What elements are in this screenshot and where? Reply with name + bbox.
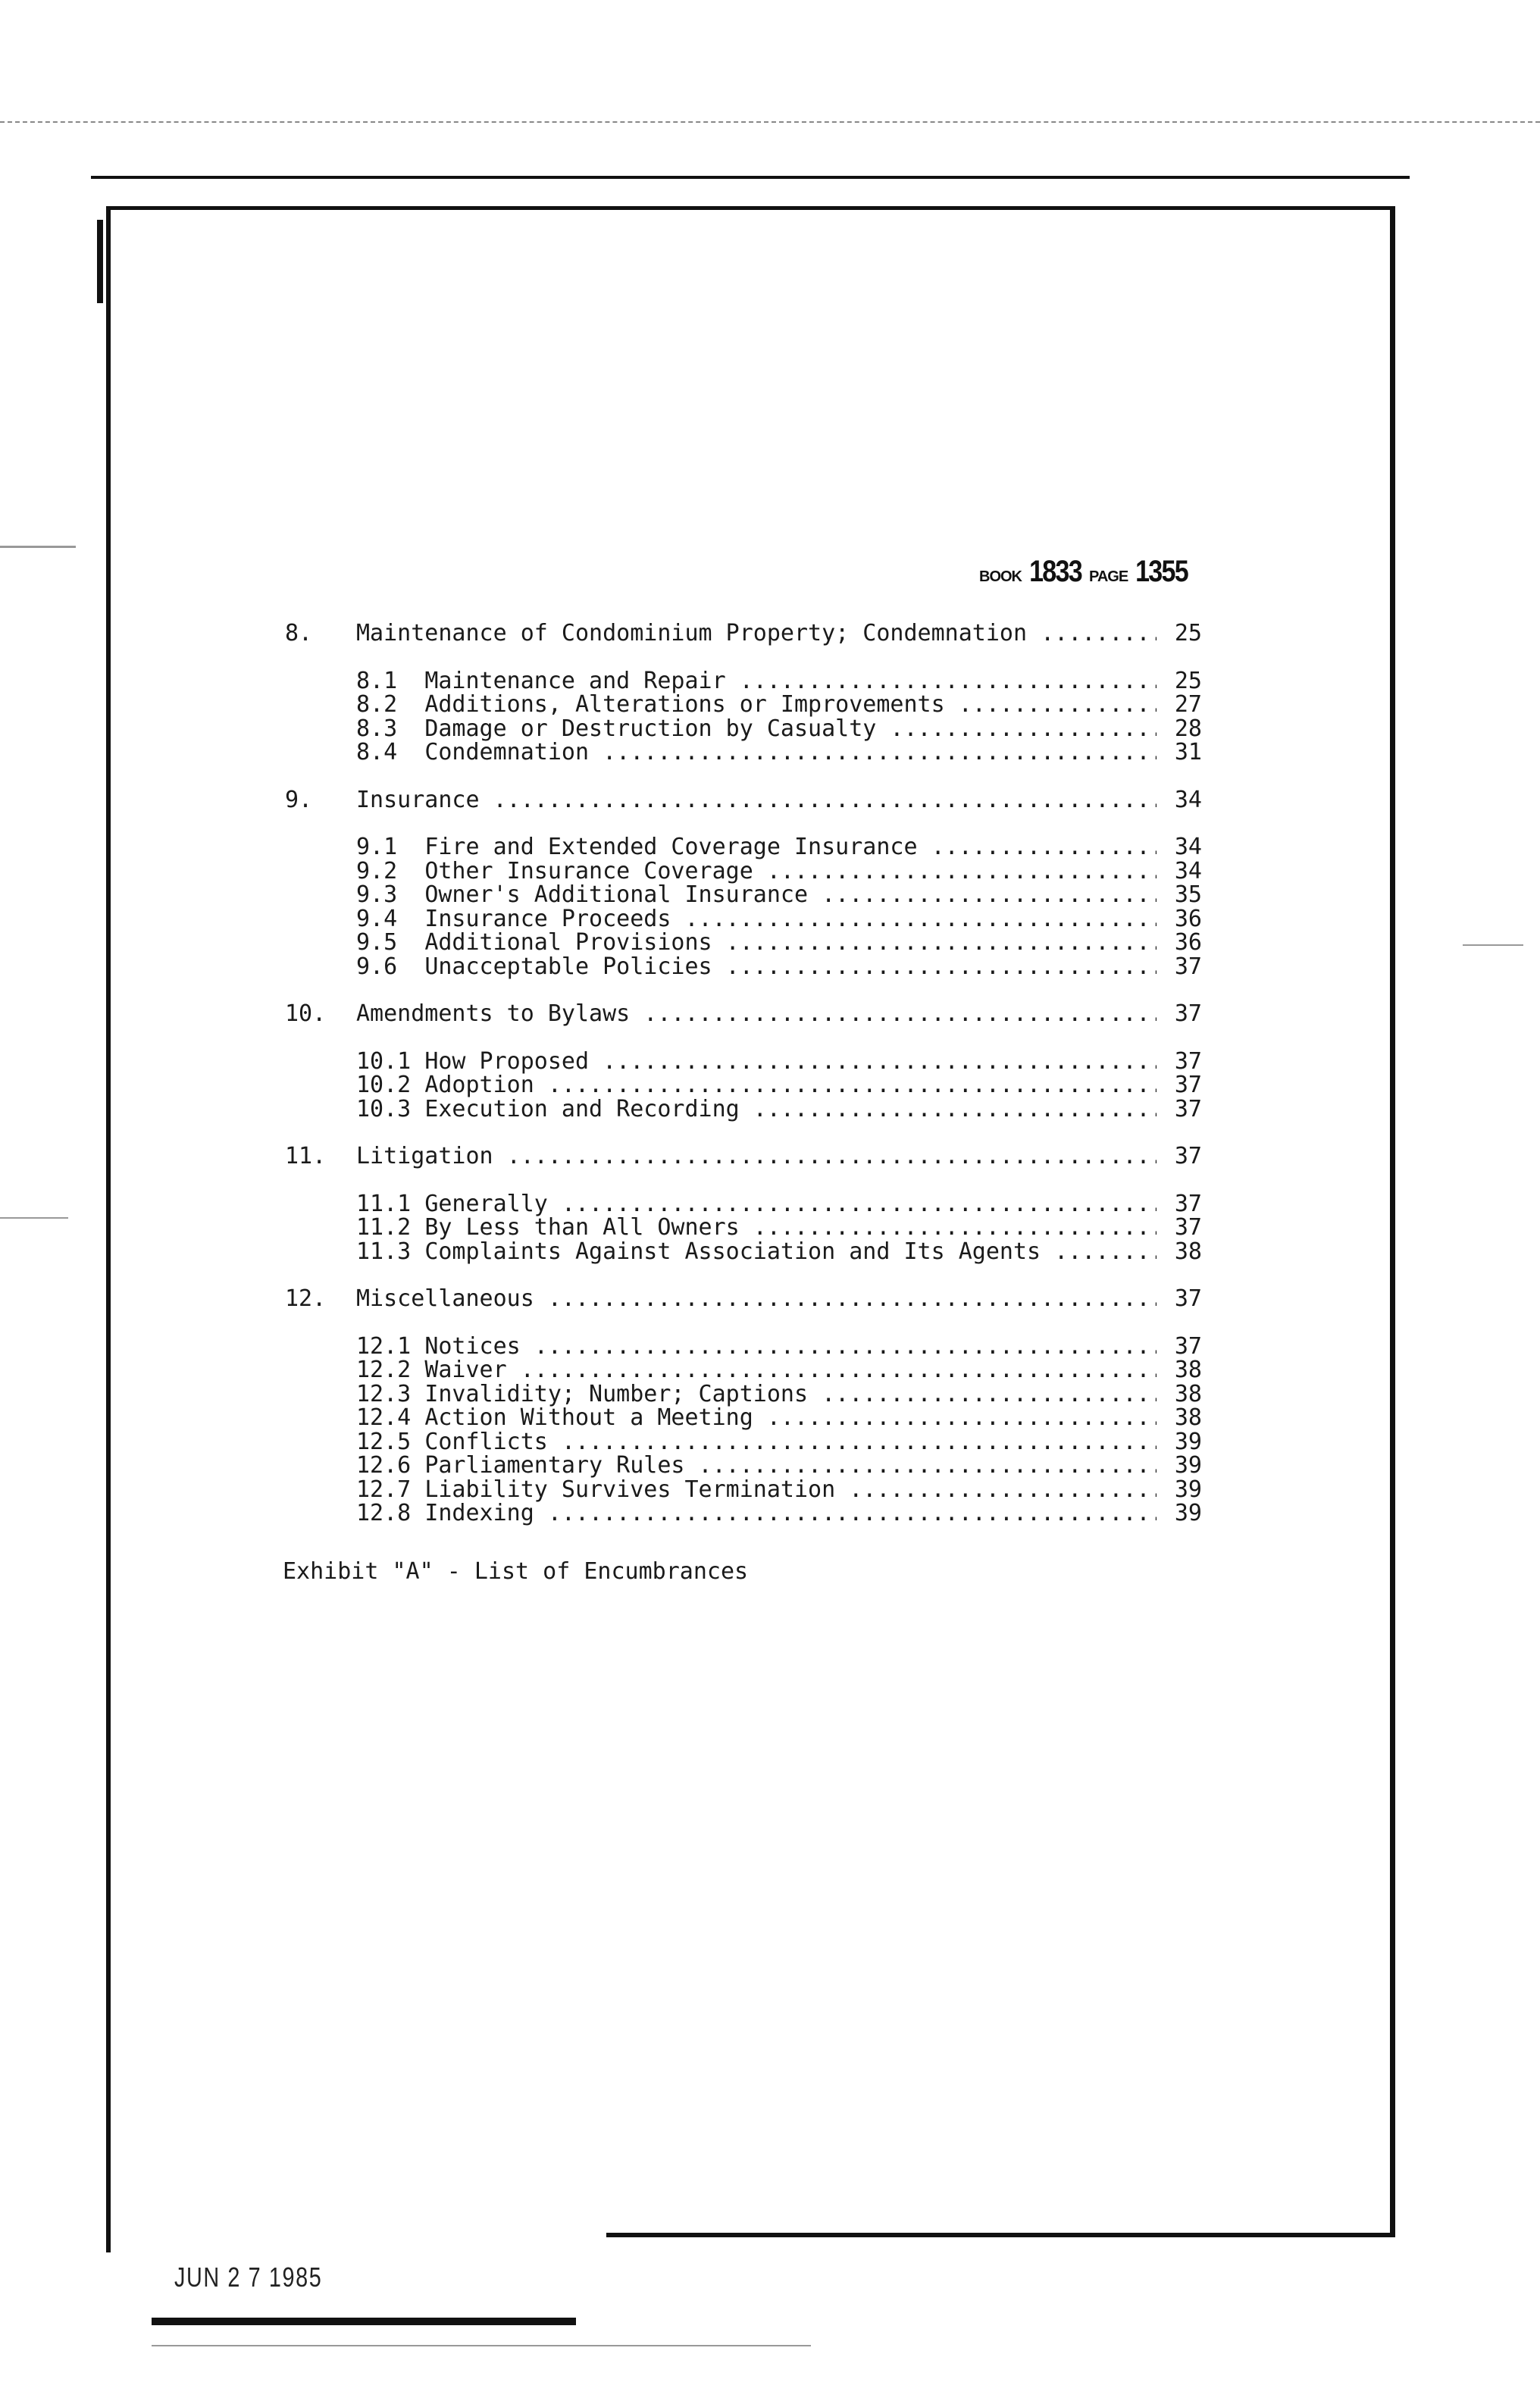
dot-leader [548, 1287, 1157, 1311]
toc-subsection-row [285, 955, 1202, 979]
dot-leader [753, 1216, 1157, 1240]
dot-leader [822, 883, 1157, 907]
subsection-number: 12.1 [356, 1332, 425, 1360]
section-number: 11. [285, 1143, 327, 1169]
toc-section-row [285, 788, 1202, 812]
left-edge-mark [97, 220, 103, 303]
indent [285, 907, 356, 931]
dot-leader [684, 907, 1157, 931]
subsection-number: 12.4 [356, 1404, 425, 1431]
section-spacer [285, 1263, 1202, 1287]
toc-subsection-row [285, 931, 1202, 955]
indent [285, 1430, 356, 1454]
subsection-page: 37 [1174, 1332, 1202, 1360]
subsection-number: 8.4 [356, 739, 425, 765]
indent [285, 1050, 356, 1074]
margin-mark-left-2 [0, 1217, 68, 1219]
toc-subsection-row [285, 1047, 1202, 1075]
toc-subsection-row [285, 1406, 1202, 1430]
right-border-line [1390, 206, 1395, 2237]
indent [285, 1501, 356, 1526]
subsection-number: 11.2 [356, 1214, 425, 1241]
toc-subsection-row [285, 907, 1202, 931]
section-number: 8. [285, 620, 313, 646]
toc-section-row [285, 621, 1202, 646]
section-title: Insurance [356, 786, 493, 813]
subsection-title: Liability Survives Termination [424, 1476, 850, 1503]
subsection-page: 34 [1174, 834, 1202, 860]
section-spacer [285, 1121, 1202, 1144]
toc-subsection-row [285, 693, 1202, 717]
subsection-title: Conflicts [424, 1428, 562, 1455]
subsection-number: 11.1 [356, 1190, 425, 1217]
subsection-page: 38 [1174, 1238, 1202, 1265]
section-title: Litigation [356, 1143, 507, 1169]
subsection-page: 37 [1174, 1095, 1202, 1122]
subsection-page: 39 [1174, 1452, 1202, 1479]
section-title: Amendments to Bylaws [356, 1000, 644, 1027]
indent [285, 883, 356, 907]
subsection-page: 34 [1174, 857, 1202, 884]
dot-leader [959, 693, 1157, 717]
indent [285, 955, 356, 979]
left-border-line [106, 206, 111, 2252]
subsection-title: Damage or Destruction by Casualty [424, 715, 891, 742]
toc-subsection-row [285, 669, 1202, 693]
indent [285, 1240, 356, 1264]
section-page: 25 [1174, 620, 1202, 646]
subsection-page: 38 [1174, 1404, 1202, 1431]
dot-leader [603, 740, 1157, 765]
subsection-page: 38 [1174, 1380, 1202, 1407]
toc-subsection-row [285, 1454, 1202, 1478]
table-of-contents [285, 621, 1202, 1526]
indent [285, 1406, 356, 1430]
subsection-page: 28 [1174, 715, 1202, 742]
toc-section-row [285, 1287, 1202, 1311]
toc-subsection-row [285, 1216, 1202, 1240]
subsection-title: Invalidity; Number; Captions [424, 1380, 822, 1407]
subsection-page: 39 [1174, 1428, 1202, 1455]
subsection-page: 36 [1174, 905, 1202, 932]
indent [285, 1192, 356, 1216]
indent [285, 1454, 356, 1478]
subsection-number: 10.1 [356, 1047, 425, 1075]
toc-subsection-row [285, 859, 1202, 884]
book-page-stamp [979, 555, 1192, 589]
dot-leader [849, 1478, 1157, 1502]
dot-leader [767, 859, 1157, 884]
book-label: BOOK [979, 568, 1022, 585]
subsection-number: 8.3 [356, 715, 425, 742]
section-page: 34 [1174, 786, 1202, 813]
section-number: 10. [285, 1000, 327, 1027]
book-number: 1833 [1029, 555, 1081, 588]
dot-leader [521, 1358, 1157, 1382]
bottom-scan-noise [152, 2318, 576, 2325]
subsection-number: 9.6 [356, 953, 425, 980]
toc-subsection-row [285, 740, 1202, 765]
subsection-number: 12.2 [356, 1357, 425, 1383]
subsection-title: Condemnation [424, 739, 603, 765]
section-title: Miscellaneous [356, 1285, 548, 1312]
section-number: 12. [285, 1285, 327, 1312]
indent [285, 669, 356, 693]
subsection-title: Insurance Proceeds [424, 905, 685, 932]
section-page: 37 [1174, 1000, 1202, 1027]
subsection-page: 37 [1174, 1072, 1202, 1098]
indent [285, 1073, 356, 1097]
indent [285, 859, 356, 884]
subsection-number: 9.3 [356, 881, 425, 908]
subsection-page: 36 [1174, 929, 1202, 956]
subsection-title: How Proposed [424, 1047, 603, 1075]
section-spacer [285, 1169, 1202, 1192]
dot-leader [603, 1050, 1157, 1074]
subsection-title: Waiver [424, 1357, 521, 1383]
subsection-number: 10.2 [356, 1072, 425, 1098]
subsection-page: 37 [1174, 1047, 1202, 1075]
indent [285, 931, 356, 955]
subsection-title: Maintenance and Repair [424, 667, 740, 694]
toc-subsection-row [285, 1192, 1202, 1216]
dot-leader [534, 1335, 1157, 1359]
top-border-line [106, 206, 1394, 210]
dot-leader [726, 955, 1157, 979]
subsection-number: 9.1 [356, 834, 425, 860]
subsection-title: Execution and Recording [424, 1095, 753, 1122]
toc-subsection-row [285, 1073, 1202, 1097]
toc-subsection-row [285, 1501, 1202, 1526]
dot-leader [931, 835, 1157, 859]
dot-leader [890, 717, 1157, 741]
indent [285, 1358, 356, 1382]
subsection-number: 12.6 [356, 1452, 425, 1479]
subsection-title: Additional Provisions [424, 929, 726, 956]
subsection-number: 12.8 [356, 1500, 425, 1526]
page-label: PAGE [1088, 568, 1128, 585]
dot-leader [740, 669, 1157, 693]
exhibit-line: Exhibit "A" - List of Encumbrances [283, 1558, 749, 1585]
subsection-page: 39 [1174, 1476, 1202, 1503]
subsection-page: 37 [1174, 953, 1202, 980]
section-number: 9. [285, 786, 313, 813]
section-spacer [285, 812, 1202, 835]
dot-leader [548, 1501, 1157, 1526]
section-spacer [285, 646, 1202, 669]
subsection-title: Owner's Additional Insurance [424, 881, 822, 908]
subsection-number: 9.2 [356, 857, 425, 884]
subsection-page: 35 [1174, 881, 1202, 908]
toc-subsection-row [285, 1430, 1202, 1454]
subsection-title: Additions, Alterations or Improvements [424, 691, 959, 718]
indent [285, 693, 356, 717]
section-page: 37 [1174, 1143, 1202, 1169]
section-spacer [285, 1311, 1202, 1335]
toc-subsection-row [285, 1332, 1202, 1360]
section-title: Maintenance of Condominium Property; Condemnation [356, 620, 1041, 646]
indent [285, 1478, 356, 1502]
date-stamp: JUN 2 7 1985 [174, 2262, 323, 2293]
subsection-number: 11.3 [356, 1238, 425, 1265]
toc-section-row [285, 1002, 1202, 1026]
subsection-title: Other Insurance Coverage [424, 857, 767, 884]
subsection-page: 31 [1174, 739, 1202, 765]
bottom-rule [152, 2345, 811, 2346]
dot-leader [643, 1002, 1157, 1026]
indent [285, 1335, 356, 1359]
indent [285, 1097, 356, 1122]
dot-leader [493, 788, 1157, 812]
indent [285, 717, 356, 741]
dot-leader [822, 1382, 1157, 1407]
margin-mark-right [1463, 944, 1523, 946]
toc-subsection-row [285, 1358, 1202, 1382]
subsection-title: Notices [424, 1332, 534, 1360]
indent [285, 835, 356, 859]
subsection-number: 9.5 [356, 929, 425, 956]
dot-leader [507, 1144, 1157, 1169]
indent [285, 1216, 356, 1240]
dot-leader [1041, 621, 1157, 646]
toc-subsection-row [285, 717, 1202, 741]
section-spacer [285, 765, 1202, 788]
subsection-title: Adoption [424, 1072, 548, 1098]
subsection-number: 8.1 [356, 667, 425, 694]
section-spacer [285, 1026, 1202, 1050]
toc-subsection-row [285, 1240, 1202, 1264]
subsection-page: 37 [1174, 1190, 1202, 1217]
subsection-title: Indexing [424, 1500, 548, 1526]
subsection-title: By Less than All Owners [424, 1214, 753, 1241]
dot-leader [562, 1192, 1157, 1216]
subsection-page: 39 [1174, 1500, 1202, 1526]
dot-leader [726, 931, 1157, 955]
page-number: 1355 [1135, 555, 1188, 588]
toc-section-row [285, 1144, 1202, 1169]
subsection-number: 12.7 [356, 1476, 425, 1503]
subsection-title: Action Without a Meeting [424, 1404, 767, 1431]
margin-mark-left [0, 546, 76, 548]
subsection-page: 27 [1174, 691, 1202, 718]
subsection-number: 9.4 [356, 905, 425, 932]
subsection-number: 12.5 [356, 1428, 425, 1455]
section-page: 37 [1174, 1285, 1202, 1312]
subsection-page: 38 [1174, 1357, 1202, 1383]
toc-subsection-row [285, 1382, 1202, 1407]
subsection-title: Parliamentary Rules [424, 1452, 699, 1479]
top-scan-noise [91, 176, 1410, 179]
indent [285, 1382, 356, 1407]
subsection-title: Generally [424, 1190, 562, 1217]
dot-leader [562, 1430, 1157, 1454]
subsection-title: Fire and Extended Coverage Insurance [424, 834, 931, 860]
subsection-number: 12.3 [356, 1380, 425, 1407]
dot-leader [753, 1097, 1157, 1122]
top-dashed-line [0, 121, 1540, 123]
subsection-number: 10.3 [356, 1095, 425, 1122]
subsection-page: 25 [1174, 667, 1202, 694]
indent [285, 740, 356, 765]
subsection-title: Unacceptable Policies [424, 953, 726, 980]
bottom-border-line [606, 2233, 1394, 2237]
dot-leader [548, 1073, 1157, 1097]
toc-subsection-row [285, 1478, 1202, 1502]
dot-leader [767, 1406, 1157, 1430]
dot-leader [1054, 1240, 1157, 1264]
toc-subsection-row [285, 883, 1202, 907]
toc-subsection-row [285, 1097, 1202, 1122]
toc-subsection-row [285, 835, 1202, 859]
section-spacer [285, 978, 1202, 1002]
subsection-number: 8.2 [356, 691, 425, 718]
subsection-title: Complaints Against Association and Its Agents [424, 1238, 1055, 1265]
subsection-page: 37 [1174, 1214, 1202, 1241]
dot-leader [699, 1454, 1157, 1478]
